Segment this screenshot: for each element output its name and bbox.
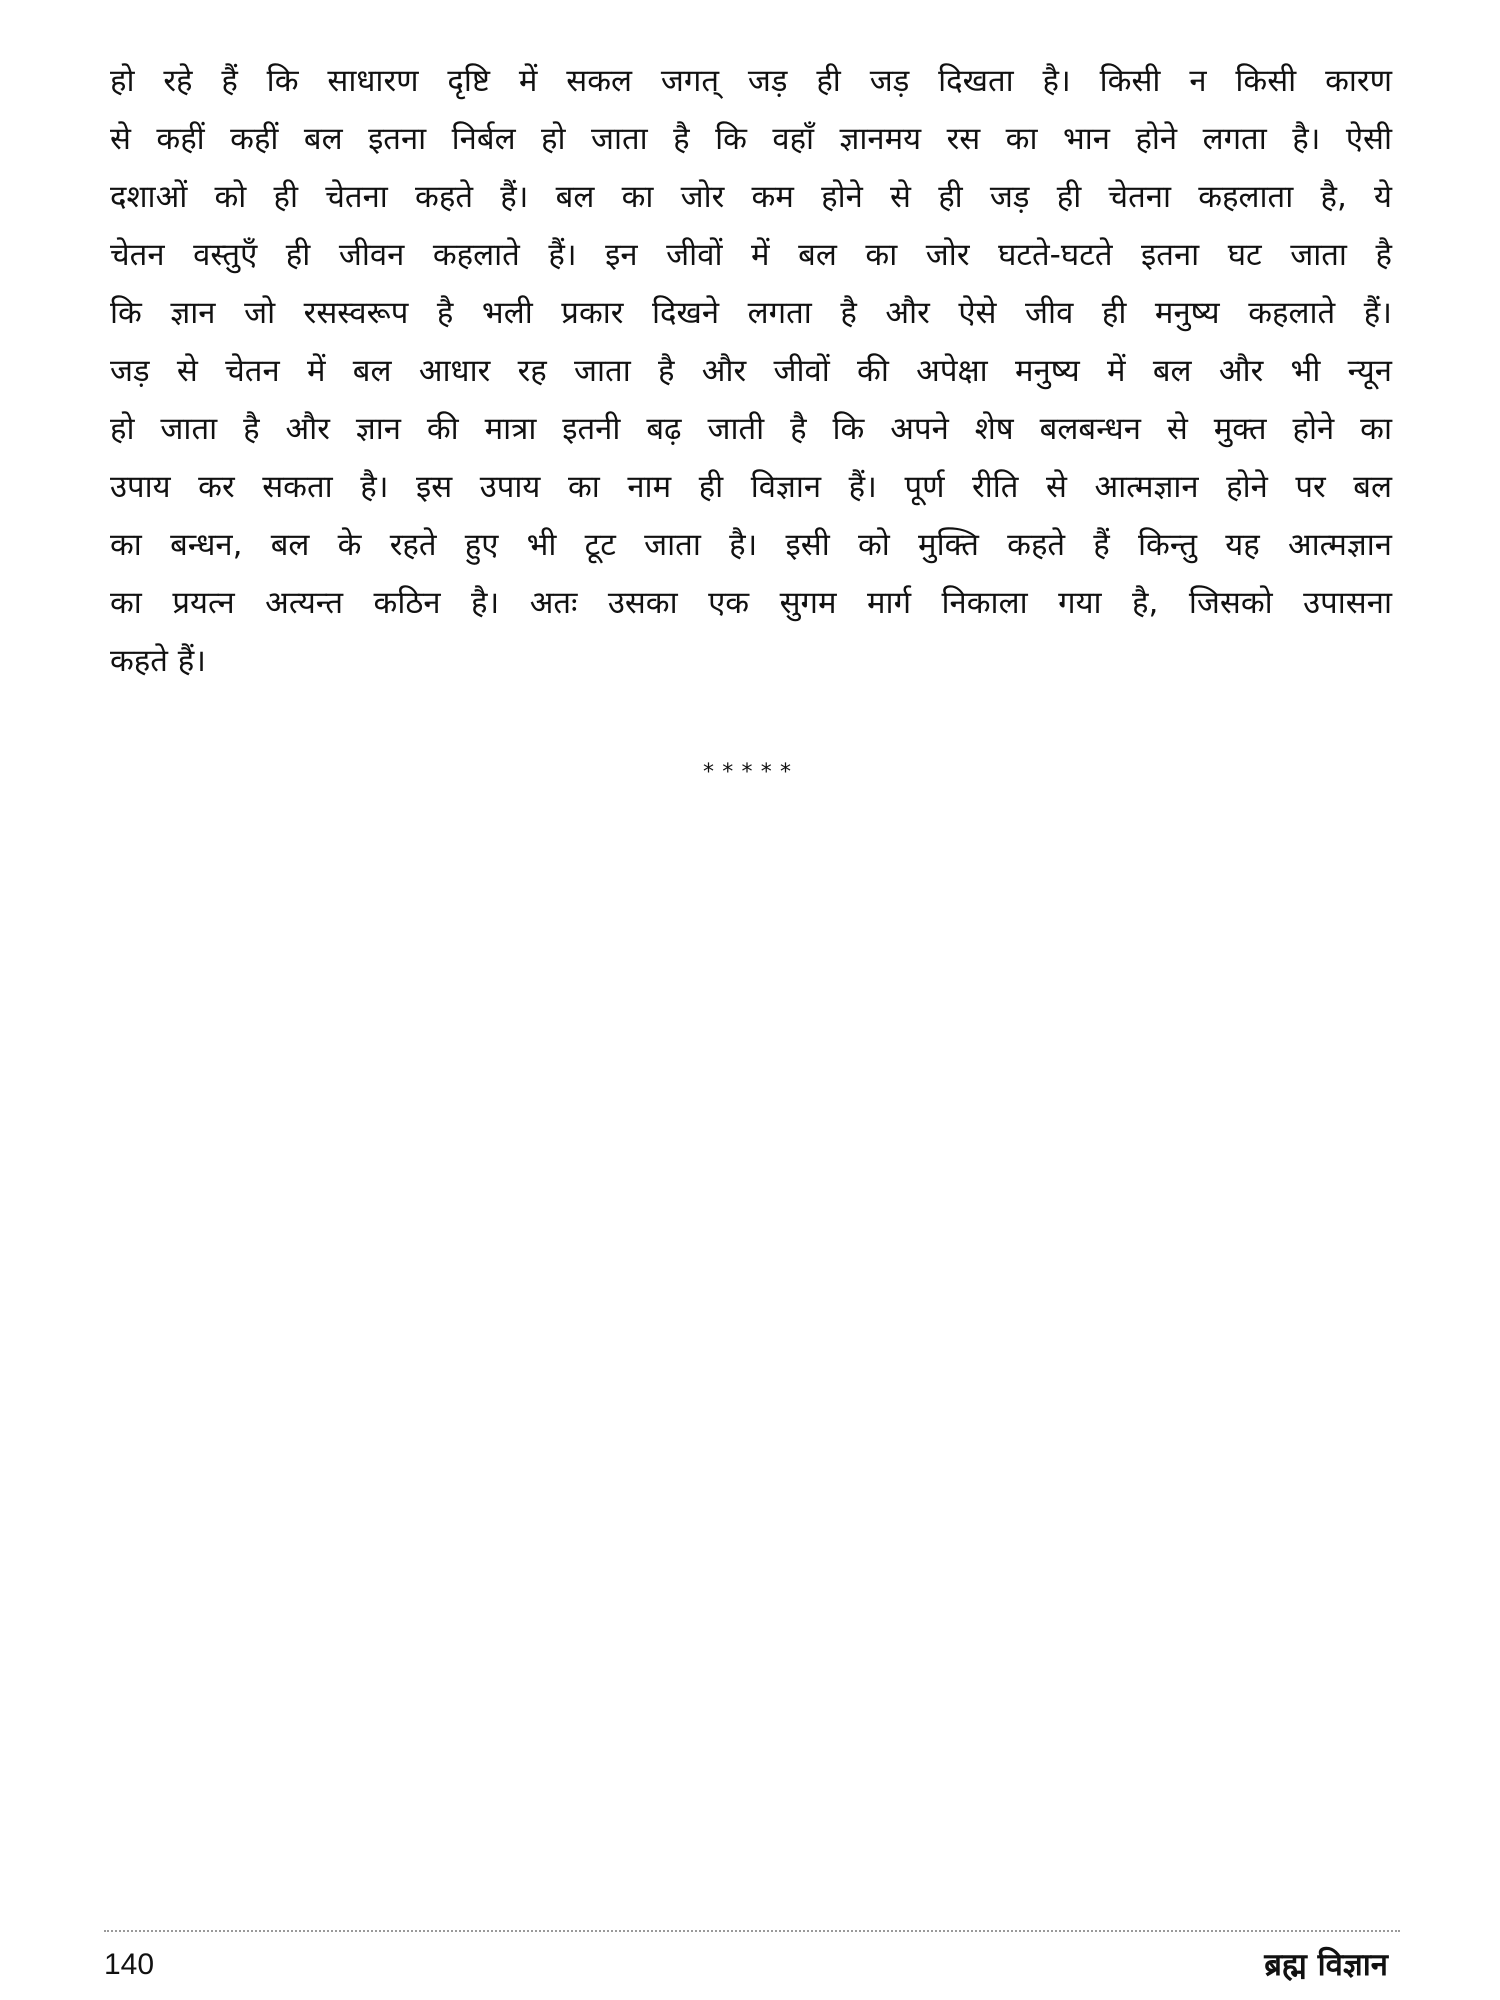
paragraph-line: कि ज्ञान जो रसस्वरूप है भली प्रकार दिखने लगता है और ऐसे जीव ही मनुष्य कहलाते हैं। xyxy=(110,295,1392,331)
paragraph-line: जड़ से चेतन में बल आधार रह जाता है और जीवों की अपेक्षा मनुष्य में बल और भी न्यून xyxy=(110,353,1392,389)
paragraph-line: का प्रयत्न अत्यन्त कठिन है। अतः उसका एक सुगम मार्ग निकाला गया है, जिसको उपासना xyxy=(110,585,1392,621)
paragraph-line: हो जाता है और ज्ञान की मात्रा इतनी बढ़ जाती है कि अपने शेष बलबन्धन से मुक्त होने का xyxy=(110,411,1392,447)
running-title: ब्रह्म विज्ञान xyxy=(1264,1947,1388,1983)
paragraph-line: उपाय कर सकता है। इस उपाय का नाम ही विज्ञान हैं। पूर्ण रीति से आत्मज्ञान होने पर बल xyxy=(110,469,1392,505)
paragraph-line: दशाओं को ही चेतना कहते हैं। बल का जोर कम होने से ही जड़ ही चेतना कहलाता है, ये xyxy=(110,179,1392,215)
paragraph-line: हो रहे हैं कि साधारण दृष्टि में सकल जगत् जड़ ही जड़ दिखता है। किसी न किसी कारण xyxy=(110,63,1392,99)
body-paragraph xyxy=(110,52,1392,690)
paragraph-line: का बन्धन, बल के रहते हुए भी टूट जाता है। इसी को मुक्ति कहते हैं किन्तु यह आत्मज्ञान xyxy=(110,527,1392,563)
page-number: 140 xyxy=(104,1948,155,1981)
footer-divider xyxy=(104,1930,1400,1932)
paragraph-line: कहते हैं। xyxy=(110,643,207,679)
section-separator: ***** xyxy=(701,760,799,785)
paragraph-line: चेतन वस्तुएँ ही जीवन कहलाते हैं। इन जीवों में बल का जोर घटते-घटते इतना घट जाता है xyxy=(110,237,1392,273)
paragraph-line: से कहीं कहीं बल इतना निर्बल हो जाता है कि वहाँ ज्ञानमय रस का भान होने लगता है। ऐसी xyxy=(110,121,1392,157)
